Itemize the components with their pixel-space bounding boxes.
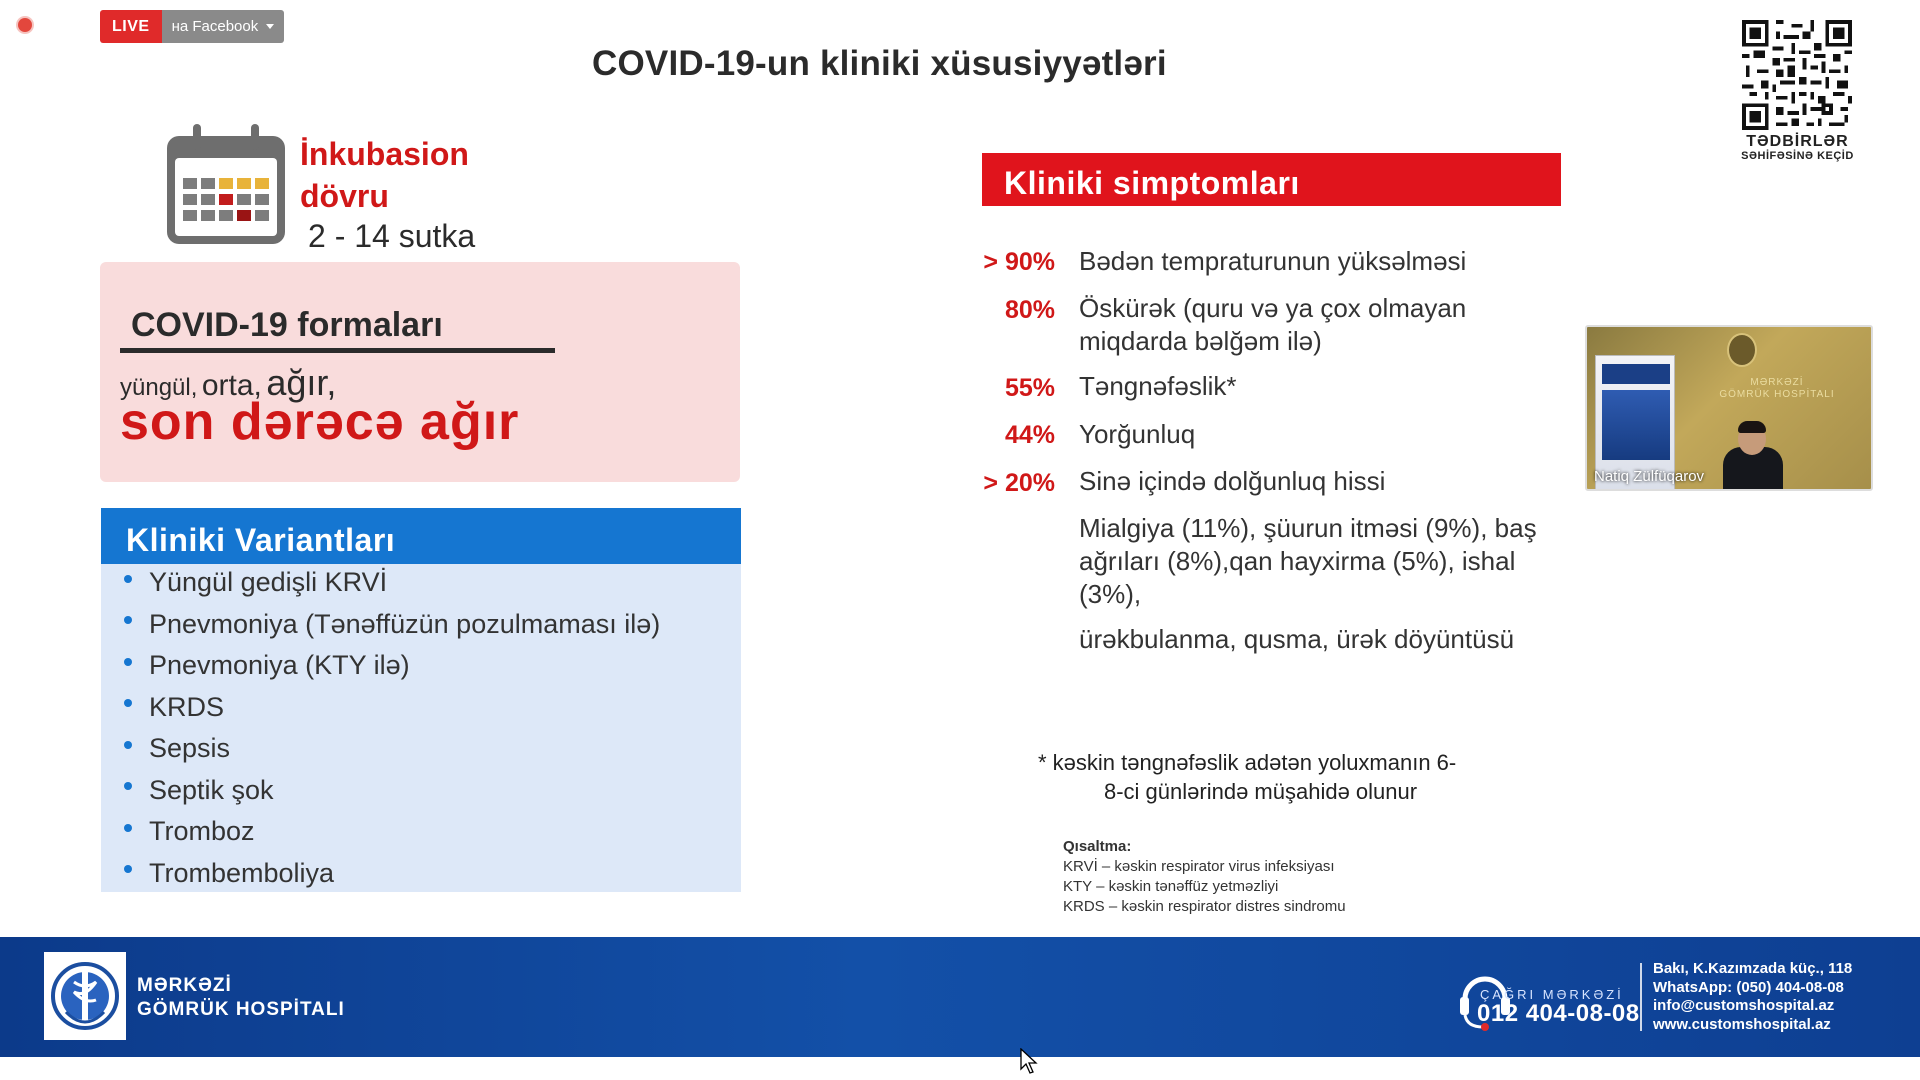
qr-caption-line2: SƏHİFƏSİNƏ KEÇİD xyxy=(1741,149,1854,162)
bullet-icon xyxy=(124,658,132,666)
stream-destination-label: на Facebook xyxy=(171,18,259,35)
list-item xyxy=(124,728,660,770)
mouse-cursor-icon xyxy=(1020,1048,1038,1074)
contact-website: www.customshospital.az xyxy=(1653,1015,1831,1033)
abbreviation-line: KRVİ – kəskin respirator virus infeksiyası xyxy=(1063,858,1335,875)
symptom-percent: > 20% xyxy=(983,469,1055,497)
form-severe: ağır, xyxy=(266,362,337,403)
symptom-percent: > 90% xyxy=(983,248,1055,276)
abbreviation-line: KTY – kəskin tənəffüz yetməzliyi xyxy=(1063,878,1279,895)
variant-label: Septik şok xyxy=(149,774,274,805)
footer-divider xyxy=(1640,963,1642,1031)
bullet-icon xyxy=(124,699,132,707)
symptom-other-1: Mialgiya (11%), şüurun itməsi (9%), baş ağrıları (8%),qan hayxirma (5%), ishal (3%), xyxy=(1079,513,1537,609)
list-item xyxy=(124,853,660,895)
variant-label: Pnevmoniya (KTY ilə) xyxy=(149,650,410,681)
list-item xyxy=(124,770,660,812)
qr-code-icon xyxy=(1742,20,1852,130)
bullet-icon xyxy=(124,741,132,749)
symptom-percent: 80% xyxy=(1004,296,1055,324)
list-item xyxy=(124,687,660,729)
wall-logo-text: MƏRKƏZİ GÖMRÜK HOSPİTALI xyxy=(1719,377,1835,400)
clinical-variants-list xyxy=(124,562,660,894)
contact-email: info@customshospital.az xyxy=(1653,997,1835,1014)
abbreviations xyxy=(1063,837,1346,917)
abbreviations-title: Qısaltma: xyxy=(1063,838,1132,855)
bullet-icon xyxy=(124,782,132,790)
record-indicator-icon[interactable] xyxy=(18,18,32,32)
hospital-logo xyxy=(44,952,126,1040)
variant-label: Trombemboliya xyxy=(149,857,335,888)
form-mild: yüngül, xyxy=(120,374,198,401)
variant-label: Tromboz xyxy=(149,816,255,847)
list-item xyxy=(124,562,660,604)
slide-title: COVID-19-un kliniki xüsusiyyətləri xyxy=(592,44,1167,83)
symptom-text: Təngnəfəslik* xyxy=(1079,371,1237,401)
footnote xyxy=(1038,748,1456,806)
symptom-text: Sinə içində dolğunluq hissi xyxy=(1079,466,1386,496)
clinical-symptoms-title: Kliniki simptomları xyxy=(982,153,1561,206)
calendar-icon xyxy=(163,122,289,248)
brand-line1: MƏRKƏZİ xyxy=(137,975,232,996)
bullet-icon xyxy=(124,575,132,583)
symptom-other-2: ürəkbulanma, qusma, ürək döyüntüsü xyxy=(1079,624,1515,654)
symptom-percent: 55% xyxy=(1004,374,1055,402)
participant-name: Natiq Zülfüqarov xyxy=(1594,468,1705,485)
live-badge[interactable]: LIVE xyxy=(100,10,162,43)
contact-whatsapp: WhatsApp: (050) 404-08-08 xyxy=(1653,978,1844,996)
covid-forms-title: COVID-19 formaları xyxy=(131,306,443,344)
brand-line2: GÖMRÜK HOSPİTALI xyxy=(137,999,345,1020)
participant-video-tile[interactable] xyxy=(1585,325,1873,491)
variant-label: Yüngül gedişli KRVİ xyxy=(149,567,388,598)
footnote-line2: 8-ci günlərində müşahidə olunur xyxy=(1104,779,1418,804)
call-center-label: ÇAĞRI MƏRKƏZİ xyxy=(1480,987,1624,1002)
clinical-variants-title: Kliniki Variantları xyxy=(101,508,741,564)
contact-address: Bakı, K.Kazımzada küç., 118 xyxy=(1653,960,1853,977)
contact-info xyxy=(1653,960,1852,1034)
symptom-text: Bədən tempraturunun yüksəlməsi xyxy=(1079,246,1467,276)
list-item xyxy=(124,811,660,853)
variant-label: KRDS xyxy=(149,691,225,722)
stream-destination-dropdown[interactable] xyxy=(162,10,285,43)
variant-label: Pnevmoniya (Tənəffüzün pozulmaması ilə) xyxy=(149,608,661,639)
symptom-percent: 44% xyxy=(1004,421,1055,449)
incubation-title: İnkubasion dövru xyxy=(300,136,469,214)
incubation-value: 2 - 14 sutka xyxy=(308,218,476,254)
hospital-brand xyxy=(137,974,345,1022)
symptom-text: Yorğunluq xyxy=(1079,419,1196,449)
chevron-down-icon xyxy=(266,24,274,29)
footnote-line1: * kəskin təngnəfəslik adətən yoluxmanın 6- xyxy=(1038,750,1457,775)
abbreviation-line: KRDS – kəskin respirator distres sindromu xyxy=(1063,898,1346,915)
live-stream-control[interactable] xyxy=(100,10,284,43)
list-item xyxy=(124,645,660,687)
variant-label: Sepsis xyxy=(149,733,231,764)
call-center-number: 012 404-08-08 xyxy=(1477,1000,1640,1027)
bullet-icon xyxy=(124,865,132,873)
bullet-icon xyxy=(124,824,132,832)
emblem-icon xyxy=(1727,333,1757,367)
form-moderate: orta, xyxy=(201,369,262,402)
list-item xyxy=(124,604,660,646)
covid-forms-underline xyxy=(120,348,555,353)
hospital-emblem-icon xyxy=(44,952,126,1040)
symptom-text: Öskürək (quru və ya çox olmayan miqdarda bəlğəm ilə) xyxy=(1079,293,1467,356)
bullet-icon xyxy=(124,616,132,624)
qr-caption xyxy=(1725,134,1870,162)
qr-caption-line1: TƏDBİRLƏR xyxy=(1746,133,1849,150)
form-critical: son dərəcə ağır xyxy=(120,393,520,451)
